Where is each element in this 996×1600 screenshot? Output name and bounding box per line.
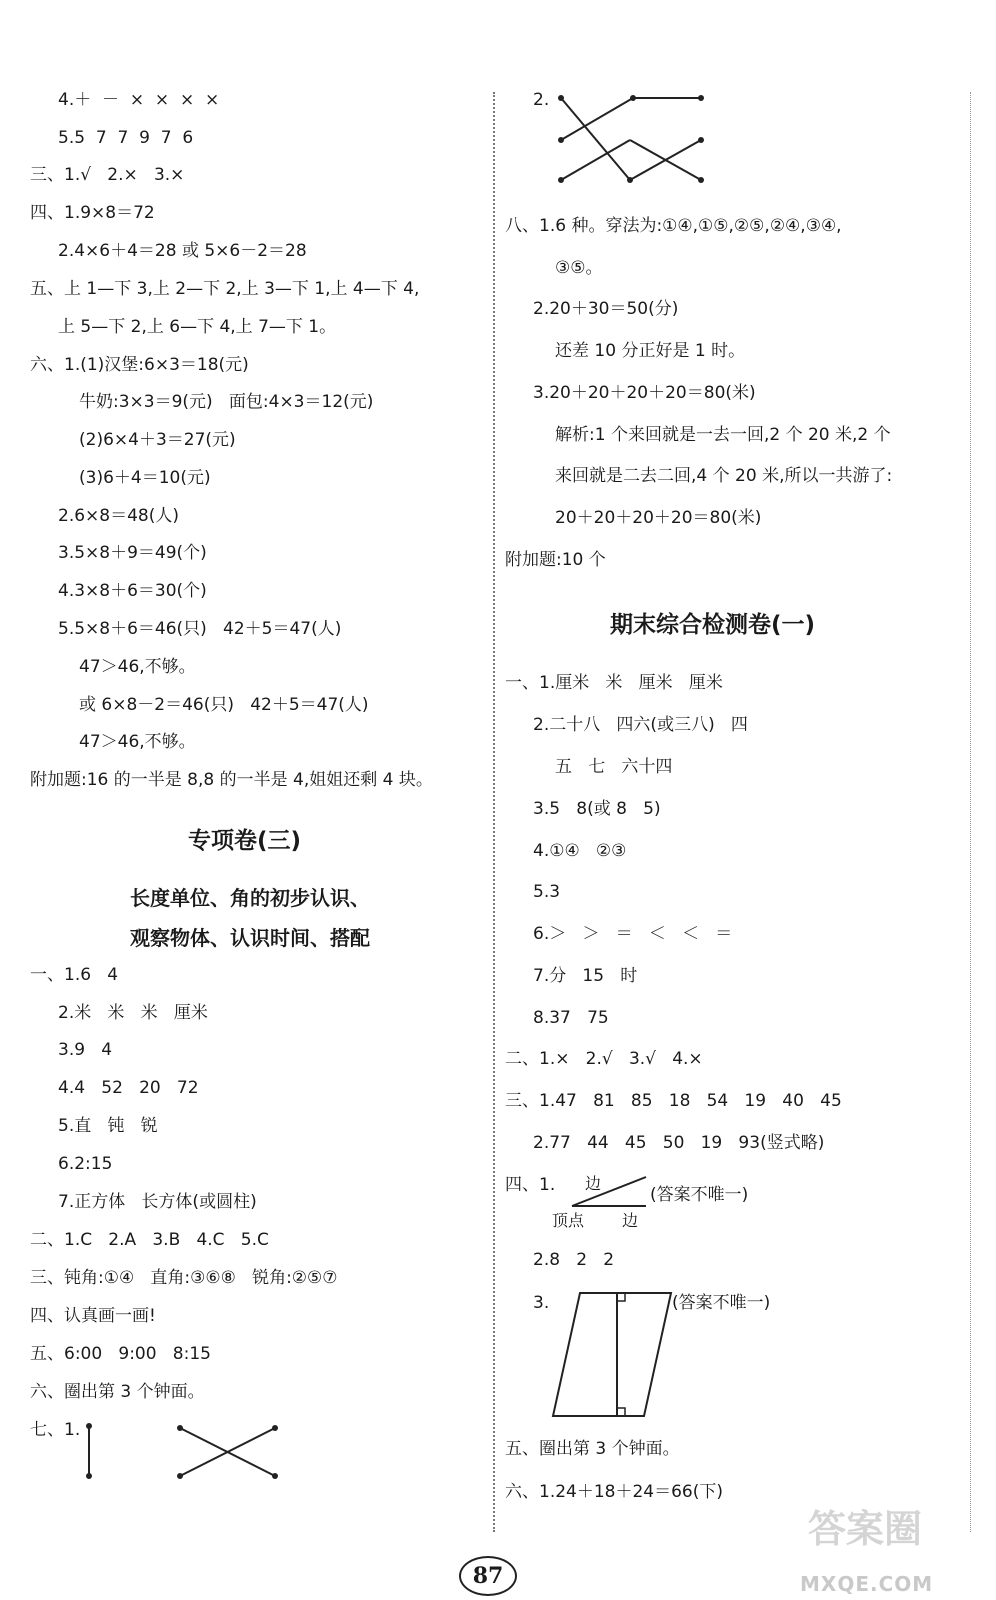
answer-line: 五、上 1—下 3,上 2—下 2,上 3—下 1,上 4—下 4, (30, 279, 420, 299)
answer-line: 4.4 52 20 72 (58, 1078, 199, 1098)
answer-line: 47＞46,不够。 (79, 657, 196, 677)
answer-line: 上 5—下 2,上 6—下 4,上 7—下 1。 (58, 317, 337, 337)
answer-line: 八、1.6 种。穿法为:①④,①⑤,②⑤,②④,③④, (505, 216, 842, 236)
answer-line: 来回就是二去二回,4 个 20 米,所以一共游了: (555, 466, 893, 486)
answer-line: 或 6×8－2＝46(只) 42＋5＝47(人) (79, 695, 369, 715)
answer-line: 二、1.× 2.√ 3.√ 4.× (505, 1049, 703, 1069)
section-subheading: 长度单位、角的初步认识、 (130, 886, 370, 910)
answer-line: 5.直 钝 锐 (58, 1116, 158, 1136)
answer-line: 六、1.(1)汉堡:6×3＝18(元) (30, 355, 249, 375)
answer-line: (3)6＋4＝10(元) (79, 468, 211, 488)
answer-line: 二、1.C 2.A 3.B 4.C 5.C (30, 1230, 269, 1250)
answer-line: 4.3×8＋6＝30(个) (58, 581, 207, 601)
answer-line: 5.5 7 7 9 7 6 (58, 128, 194, 148)
watermark-text: 答案圈 (808, 1507, 923, 1551)
answer-line: 六、圈出第 3 个钟面。 (30, 1382, 205, 1402)
answer-line: 还差 10 分正好是 1 时。 (555, 341, 746, 361)
answer-line: 3.9 4 (58, 1040, 113, 1060)
answer-line: 4.＋ － × × × × (58, 90, 220, 110)
answer-line: 附加题:16 的一半是 8,8 的一半是 4,姐姐还剩 4 块。 (30, 770, 433, 790)
column-divider (493, 92, 495, 1532)
answer-line: 7.分 15 时 (533, 966, 638, 986)
answer-line: 2.二十八 四六(或三八) 四 (533, 715, 748, 735)
answer-line: 3.5 8(或 8 5) (533, 799, 661, 819)
answer-line: 五 七 六十四 (555, 757, 673, 777)
answer-line: 3.5×8＋9＝49(个) (58, 543, 207, 563)
answer-note: (答案不唯一) (650, 1185, 749, 1205)
angle-label: 顶点 (552, 1211, 585, 1230)
answer-line: 2.77 44 45 50 19 93(竖式略) (533, 1133, 825, 1153)
answer-line: 2.4×6＋4＝28 或 5×6－2＝28 (58, 241, 307, 261)
answer-line: ③⑤。 (555, 258, 603, 278)
answer-line: 四、认真画一画! (30, 1306, 156, 1326)
answer-line: 2.6×8＝48(人) (58, 506, 179, 526)
angle-label: 边 (585, 1174, 602, 1193)
section-heading: 期末综合检测卷(一) (610, 612, 816, 638)
answer-line: 6.2:15 (58, 1154, 113, 1174)
answer-line: 附加题:10 个 (505, 550, 606, 570)
answer-line: 5.5×8＋6＝46(只) 42＋5＝47(人) (58, 619, 342, 639)
answer-line: 3. (533, 1293, 550, 1313)
answer-line: 2.8 2 2 (533, 1250, 615, 1270)
answer-note: (答案不唯一) (672, 1293, 771, 1313)
answer-line: 20＋20＋20＋20＝80(米) (555, 508, 762, 528)
answer-line: 一、1.6 4 (30, 965, 119, 985)
answer-line: 四、1. (505, 1175, 556, 1195)
answer-line: 一、1.厘米 米 厘米 厘米 (505, 673, 723, 693)
matching-lines-figure (80, 1420, 290, 1484)
answer-line: 7.正方体 长方体(或圆柱) (58, 1192, 257, 1212)
watermark-url: MXQE.COM (800, 1572, 934, 1596)
answer-line: 三、1.√ 2.× 3.× (30, 165, 185, 185)
answer-line: 2.20＋30＝50(分) (533, 299, 679, 319)
angle-label: 边 (622, 1211, 639, 1230)
answer-line: 解析:1 个来回就是一去一回,2 个 20 米,2 个 (555, 425, 891, 445)
answer-line: 6.＞ ＞ ＝ ＜ ＜ ＝ (533, 924, 733, 944)
matching-lines-figure (555, 92, 715, 192)
page-edge-line (970, 92, 971, 1532)
answer-line: 47＞46,不够。 (79, 732, 196, 752)
answer-line: 8.37 75 (533, 1008, 609, 1028)
answer-line: 五、6:00 9:00 8:15 (30, 1344, 211, 1364)
answer-line: 4.①④ ②③ (533, 841, 627, 861)
answer-line: 牛奶:3×3＝9(元) 面包:4×3＝12(元) (79, 392, 374, 412)
answer-line: 四、1.9×8＝72 (30, 203, 155, 223)
answer-line: 5.3 (533, 882, 561, 902)
section-subheading: 观察物体、认识时间、搭配 (130, 926, 370, 950)
page-number: 87 (459, 1556, 517, 1596)
answer-line: 2.米 米 米 厘米 (58, 1003, 208, 1023)
section-heading: 专项卷(三) (188, 828, 302, 854)
answer-line: 三、1.47 81 85 18 54 19 40 45 (505, 1091, 842, 1111)
answer-line: (2)6×4＋3＝27(元) (79, 430, 236, 450)
answer-line: 2. (533, 90, 550, 110)
answer-line: 三、钝角:①④ 直角:③⑥⑧ 锐角:②⑤⑦ (30, 1268, 338, 1288)
answer-line: 3.20＋20＋20＋20＝80(米) (533, 383, 756, 403)
answer-line: 六、1.24＋18＋24＝66(下) (505, 1482, 724, 1502)
answer-line: 七、1. (30, 1420, 81, 1440)
angle-figure (560, 1172, 660, 1212)
answer-line: 五、圈出第 3 个钟面。 (505, 1439, 680, 1459)
parallelogram-figure (550, 1290, 680, 1420)
